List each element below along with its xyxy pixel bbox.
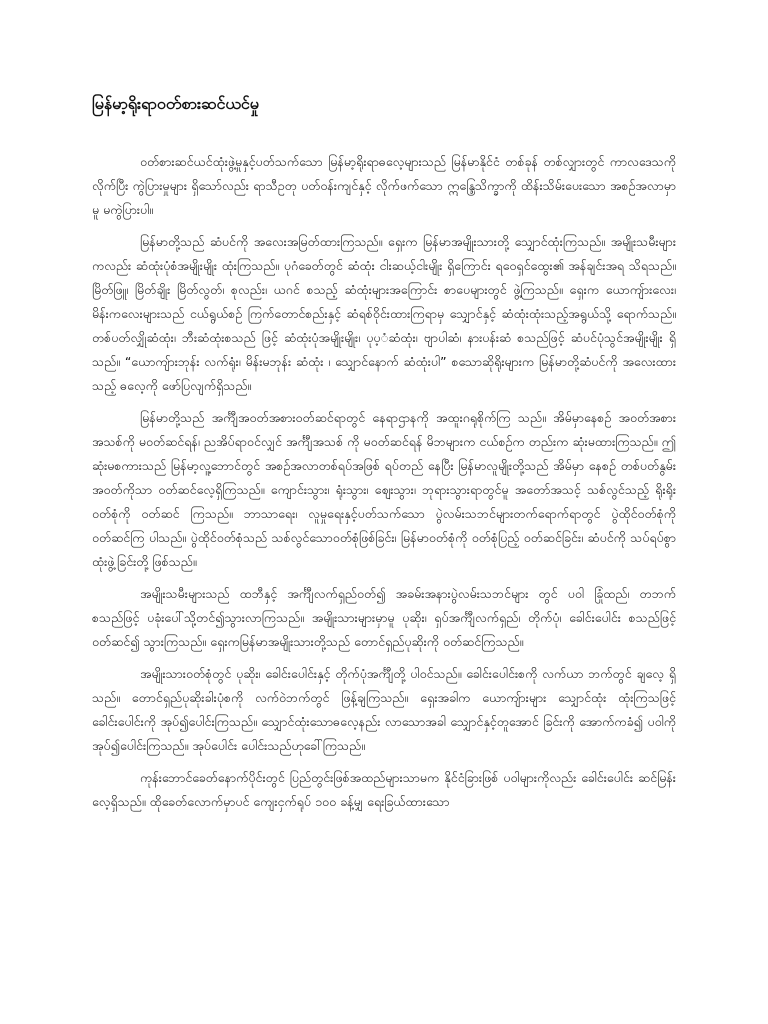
document-title: မြန်မာ့ရိုးရာဝတ်စားဆင်ယင်မှု <box>92 94 259 113</box>
paragraph-5: အမျိုးသားဝတ်စုံတွင် ပုဆိုး၊ ခေါင်းပေါင်းနှင့် တိုက်ပုံအင်္ကျီတို့ ပါဝင်သည်။ ခေါင်းပေါင်းစကို လက်ယာ ဘက်တွင် ချလေ့ ရှိသည်။ တောင်ရှည်ပုဆိုးခါးပုံစကို လက်ဝဲဘက်တွင် ဖြန့်ချကြသည်။ ရှေးအခါက ယောကျ်ားများ သျှောင်ထုံး ထုံးကြသဖြင့် ခေါင်းပေါင်းကို အုပ်၍ပေါင်းကြသည်။ သျှောင်ထုံးသောဓလေ့နည်း လာသောအခါ သျှောင်နှင့်တူအောင် ခြင်းကို အောက်ကခံ၍ ပဝါကို အုပ်၍ပေါင်းကြသည်။ အုပ်ပေါင်း ပေါင်းသည်ဟုခေါ်ကြသည်။ <box>92 666 676 753</box>
paragraph-6: ကုန်းဘောင်ခေတ်နောက်ပိုင်းတွင် ပြည်တွင်းဖြစ်အထည်များသာမက နိုင်ငံခြားဖြစ် ပဝါများကိုလည်း ခေါင်းပေါင်း ဆင်မြန်းလေ့ရှိသည်။ ထိုခေတ်လောက်မှာပင် ကျေးငှက်ရုပ် ၁၀၀ ခန့်မျှ ရေးခြယ်ထားသော <box>92 770 676 809</box>
paragraph-2: မြန်မာတို့သည် ဆံပင်ကို အလေးအမြတ်ထားကြသည်။ ရှေးက မြန်မာအမျိုးသားတို့ သျှောင်ထုံးကြသည်။ အမျိုးသမီးများကလည်း ဆံထုံးပုံစံအမျိုးမျိုး ထုံးကြသည်။ ပုဂံခေတ်တွင် ဆံထုံး ငါးဆယ့်ငါးမျိုး ရှိကြောင်း ရဝေရှင်ထွေး၏ အန်ချင်းအရ သိရသည်။ မြိတ်ဖြူ၊ မြိတ်ချိုး မြိတ်လွတ်၊ စုလည်း၊ ယဂင် စသည့် ဆံထုံးများအကြောင်း စာပေများတွင် ဖွဲ့ကြသည်။ ရှေးက ယောကျ်ားလေး၊ မိန်းကလေးများသည် ငယ်ရွယ်စဉ် ကြက်တောင်စည်းနှင့် ဆံရစ်ဝိုင်းထားကြရာမှ သျှောင်နှင့် ဆံထုံးထုံးသည့်အရွယ်သို့ ရောက်သည်။ တစ်ပတ်လျှိုဆံထုံး၊ ဘီးဆံထုံးစသည် ဖြင့် ဆံထုံးပုံအမျိုးမျိုး၊ ပုပ့ံဆံထုံး၊ ဗျာပါဆံ၊ နားပန်းဆံ စသည်ဖြင့် ဆံပင်ပုံသွင်အမျိုးမျိုး ရှိသည်။ “ယောကျ်ားဘုန်း လက်ရုံး၊ မိန်းမဘုန်း ဆံထုံး ၊ သျှောင်နောက် ဆံထုံးပါ” စသောဆိုရိုးများက မြန်မာတို့ဆံပင်ကို အလေးထားသည့် ဓလေ့ကို ဖော်ပြလျက်ရှိသည်။ <box>92 234 676 393</box>
paragraph-1: ဝတ်စားဆင်ယင်ထုံးဖွဲ့မှုနှင့်ပတ်သက်သော မြန်မာ့ရိုးရာဓလေ့များသည် မြန်မာနိုင်ငံ တစ်ခုန် တစ်လျှားတွင် ကာလဒေသကိုလိုက်ပြီး ကွဲပြားမှုများ ရှိသော်လည်း ရာသီဥတု ပတ်ဝန်းကျင်နှင့် လိုက်ဖက်သော ဣန္ဒြေသိက္ခာကို ထိန်းသိမ်းပေးသော အစဉ်အလာမှာမူ မကွဲပြားပါ။ <box>92 154 676 217</box>
paragraph-4: အမျိုးသမီးများသည် ထဘီနှင့် အင်္ကျီလက်ရှည်ဝတ်၍ အခမ်းအနားပွဲလမ်းသဘင်များ တွင် ပဝါ ခြုံထည်၊ တဘက်စသည်ဖြင့် ပခုံးပေါ်သို့တင်၍သွားလာကြသည်။ အမျိုးသားများမှာမူ ပုဆိုး၊ ရှပ်အင်္ကျီလက်ရှည်၊ တိုက်ပုံ၊ ခေါင်းပေါင်း စသည်ဖြင့် ဝတ်ဆင်၍ သွားကြသည်။ ရှေးကမြန်မာအမျိုးသားတို့သည် တောင်ရှည်ပုဆိုးကို ဝတ်ဆင်ကြသည်။ <box>92 586 676 649</box>
paragraph-3: မြန်မာတို့သည် အင်္ကျီအဝတ်အစားဝတ်ဆင်ရာတွင် နေရာဌာနကို အထူးဂရုစိုက်ကြ သည်။ အိမ်မှာနေစဉ် အဝတ်အစားအသစ်ကို မဝတ်ဆင်ရန်၊ ညအိပ်ရာဝင်လျှင် အင်္ကျီအသစ် ကို မဝတ်ဆင်ရန် မိဘများက ငယ်စဉ်က တည်းက ဆုံးမထားကြသည်။ ဤဆုံးမစကားသည် မြန်မာ့လူ့ဘောင်တွင် အစဉ်အလာတစ်ရပ်အဖြစ် ရပ်တည် နေပြီး မြန်မာလူမျိုးတို့သည် အိမ်မှာ နေစဉ် တစ်ပတ်နွမ်းအဝတ်ကိုသာ ဝတ်ဆင်လေ့ရှိကြသည်။ ကျောင်းသွား၊ ရုံးသွား၊ ဈေးသွား၊ ဘုရားသွားရာတွင်မူ အတော်အသင့် သစ်လွင်သည့် ရိုးရိုးဝတ်စုံကို ဝတ်ဆင် ကြသည်။ ဘာသာရေး၊ လူမှုရေးနှင့်ပတ်သက်သော ပွဲလမ်းသဘင်များတက်ရောက်ရာတွင် ပွဲထိုင်ဝတ်စုံကို ဝတ်ဆင်ကြ ပါသည်။ ပွဲထိုင်ဝတ်စုံသည် သစ်လွင်သောဝတ်စုံဖြစ်ခြင်း၊ မြန်မာဝတ်စုံကို ဝတ်စုံပြည့် ဝတ်ဆင်ခြင်း၊ ဆံပင်ကို သပ်ရပ်စွာထုံးဖွဲ့ခြင်းတို့ ဖြစ်သည်။ <box>92 410 676 569</box>
